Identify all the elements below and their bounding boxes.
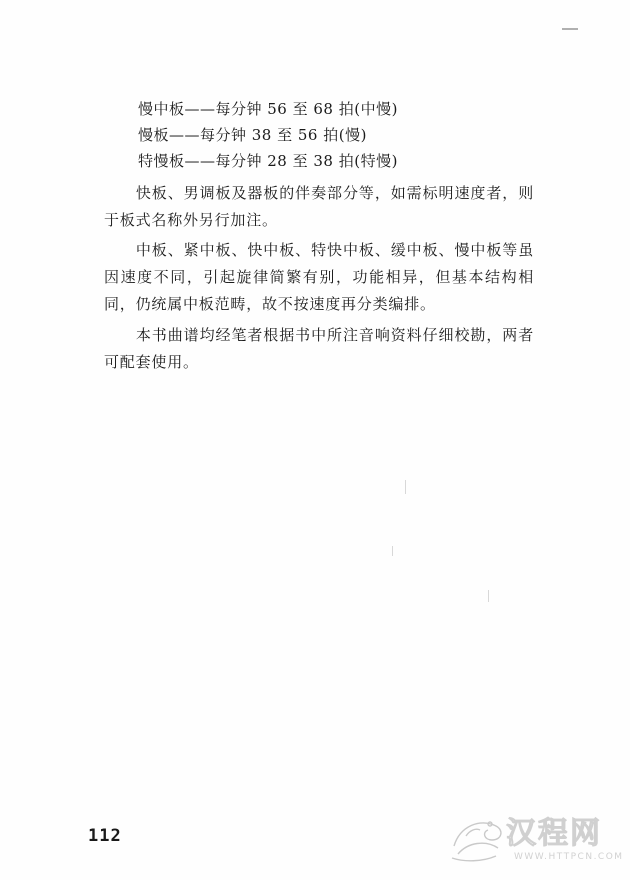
scan-speck xyxy=(392,546,393,556)
watermark-name: 汉程网 xyxy=(506,816,602,851)
tempo-line-slow-medium: 慢中板——每分钟 56 至 68 拍(中慢) xyxy=(138,100,398,118)
tempo-line-very-slow: 特慢板——每分钟 28 至 38 拍(特慢) xyxy=(138,152,398,170)
scan-mark xyxy=(562,28,578,30)
page-number: 112 xyxy=(88,826,122,846)
scan-speck xyxy=(488,590,489,602)
paragraph-medium-tempo-category: 中板、紧中板、快中板、特快中板、缓中板、慢中板等虽因速度不同，引起旋律简繁有别，功能相异，但基本结构相同，仍统属中板范畴，故不按速度再分类编排。 xyxy=(104,241,534,313)
watermark-url: WWW.HTTPCN.COM xyxy=(514,852,624,862)
paragraph-fast-tempo-note: 快板、男调板及器板的伴奏部分等，如需标明速度者，则于板式名称外另行加注。 xyxy=(104,184,534,229)
dragon-emblem-icon xyxy=(446,806,510,866)
scan-speck xyxy=(405,480,406,494)
paragraph-score-usage: 本书曲谱均经笔者根据书中所注音响资料仔细校勘，两者可配套使用。 xyxy=(104,326,534,371)
tempo-line-slow: 慢板——每分钟 38 至 56 拍(慢) xyxy=(138,126,367,144)
watermark-logo xyxy=(446,806,622,870)
tempo-list xyxy=(138,96,398,174)
